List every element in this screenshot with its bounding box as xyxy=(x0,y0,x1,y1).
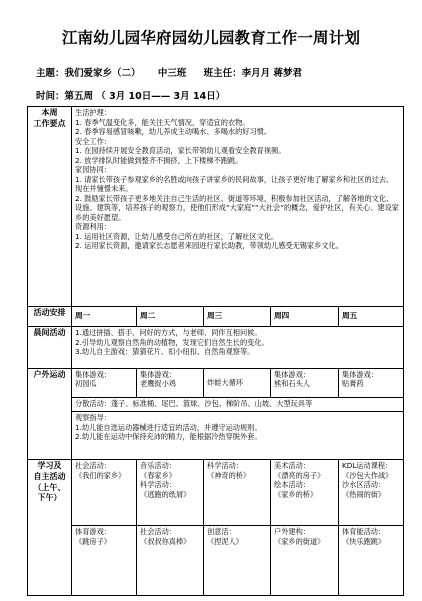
outdoor-game-wednesday: 炸蛙大循环 xyxy=(204,369,271,398)
goals-line: 家园协同： xyxy=(75,165,111,174)
goals-line: 2. 运用家长资源，邀请家长志愿者来园进行家长助教，带领幼儿感受无锡家乡文化。 xyxy=(75,241,343,250)
day-thursday: 周四 xyxy=(271,307,339,327)
study-wednesday-pm: 创意活： 《捏泥人》 xyxy=(204,526,271,596)
outdoor-games-row xyxy=(28,369,404,398)
study-wednesday-am: 科学活动： 《神奇的桥》 xyxy=(204,460,271,526)
outdoor-game-tuesday: 集体游戏： 老鹰捉小鸡 xyxy=(137,369,204,398)
goals-content xyxy=(72,107,404,307)
goals-line: 1. 运用社区资源，让幼儿感受自己所在的社区，了解社区文化。 xyxy=(75,231,279,241)
study-tuesday-pm: 社会活动： 《叔叔你真棒》 xyxy=(137,526,204,596)
outdoor-free-content: 分散活动：蓬子、标准桶、尾巴、篮球、沙包、梯阶吊、山坡、大型玩具等 xyxy=(72,398,404,412)
goals-label: 本周 工作要点 xyxy=(28,107,72,307)
study-friday-am: KDL运动课程： 《沙包大作战》 沙水区活动： 《热闹的街》 xyxy=(339,460,404,526)
theme-label: 主题：我们爱家乡（二） xyxy=(36,68,141,79)
day-wednesday: 周三 xyxy=(204,307,271,327)
outdoor-guide-row xyxy=(28,412,404,460)
outdoor-game-monday: 集体游戏： 初园瓜 xyxy=(72,369,137,398)
morning-content: 1.通过拼插、搭手、问好的方式，与老师、同伴互相问候。 2.引导幼儿观察自然角的动植物，发现它们自然生长的变化。 3.幼儿自主游戏：猜猜花片、扣小纽扣、自然角观察等。 xyxy=(72,327,404,369)
study-monday-pm: 体育游戏： 《跳房子》 xyxy=(72,526,137,596)
outdoor-game-friday: 集体游戏： 贴膏药 xyxy=(339,369,404,398)
goals-line: 1. 请家长带孩子参观家乡的名胜或向孩子讲家乡的民间故事，让孩子更好地了解家乡和社区的过去、现在并憧憬未来。 xyxy=(75,174,394,193)
goals-line: 1. 春季气温变化多，能关注天气情况，穿适宜的衣物。 xyxy=(75,117,250,127)
schedule-header-row xyxy=(28,307,404,327)
study-friday-pm: 体育能活动： 《快乐跑跳》 xyxy=(339,526,404,596)
info-line-time: 时间：第五周 （ 3月 10日—— 3月 14日） xyxy=(36,91,226,102)
outdoor-guide-content: 观察指导： 1.幼儿能自选运动器械进行适宜的活动，并遵守运动规则。 2.幼儿能在运动中保持充沛的精力，能根据冷热穿脱外套。 xyxy=(72,412,404,460)
outdoor-label: 户外运动 xyxy=(28,369,72,460)
goals-line: 安全工作： xyxy=(75,136,111,146)
goals-line: 2. 放学排队时能做到整齐不拥挤，上下楼梯不跑跳。 xyxy=(75,155,243,165)
goals-line: 2. 鼓励家长带孩子更多地关注自己生活的社区、街道等环境，积极参加社区活动，了解各地的文化、设施、建筑等，培养孩子的观察力，使他们形成“大家庭”“大社会”的概念，爱护社区，有关心、建设家乡的美好愿望。 xyxy=(75,193,399,222)
goals-line: 生活护理： xyxy=(75,108,111,117)
day-friday: 周五 xyxy=(339,307,404,327)
schedule-label: 活动安排 xyxy=(28,307,72,327)
study-bottom-row xyxy=(28,526,404,596)
weekly-plan-table xyxy=(27,106,404,596)
goals-line: 1. 在园持续开展安全教育活动，家长带领幼儿观看安全教育视频。 xyxy=(75,146,286,155)
study-label: 学习及 自主活动 （上午、 下午） xyxy=(28,460,72,596)
document-title: 江南幼儿园华府园幼儿园教育工作一周计划 xyxy=(61,29,361,47)
study-top-row xyxy=(28,460,404,526)
day-tuesday: 周二 xyxy=(137,307,204,327)
study-thursday-pm: 户外建构： 《家乡的街道》 xyxy=(271,526,339,596)
study-monday-am: 社会活动： 《我们的家乡》 xyxy=(72,460,137,526)
goals-line: 2. 春季容易感冒咳嗽，幼儿养成主动喝水、多喝水的好习惯。 xyxy=(75,127,272,136)
day-monday: 周一 xyxy=(72,307,137,327)
class-label: 中三班 xyxy=(157,68,187,79)
info-line-theme xyxy=(36,65,316,79)
morning-row xyxy=(28,327,404,369)
teacher-label: 班主任：李月月 蒋梦君 xyxy=(203,68,302,79)
study-thursday-am: 美术活动： 《漂亮的房子》 绘本活动： 《家乡的桥》 xyxy=(271,460,339,526)
study-tuesday-am: 音乐活动： 《春家乡》 科学活动： 《逃跑的纸屑》 xyxy=(137,460,204,526)
goals-row xyxy=(28,107,404,307)
outdoor-free-row xyxy=(28,398,404,412)
morning-label: 晨间活动 xyxy=(28,327,72,369)
goals-line: 资源利用： xyxy=(75,222,111,231)
outdoor-game-thursday: 集体游戏： 熊和石头人 xyxy=(271,369,339,398)
